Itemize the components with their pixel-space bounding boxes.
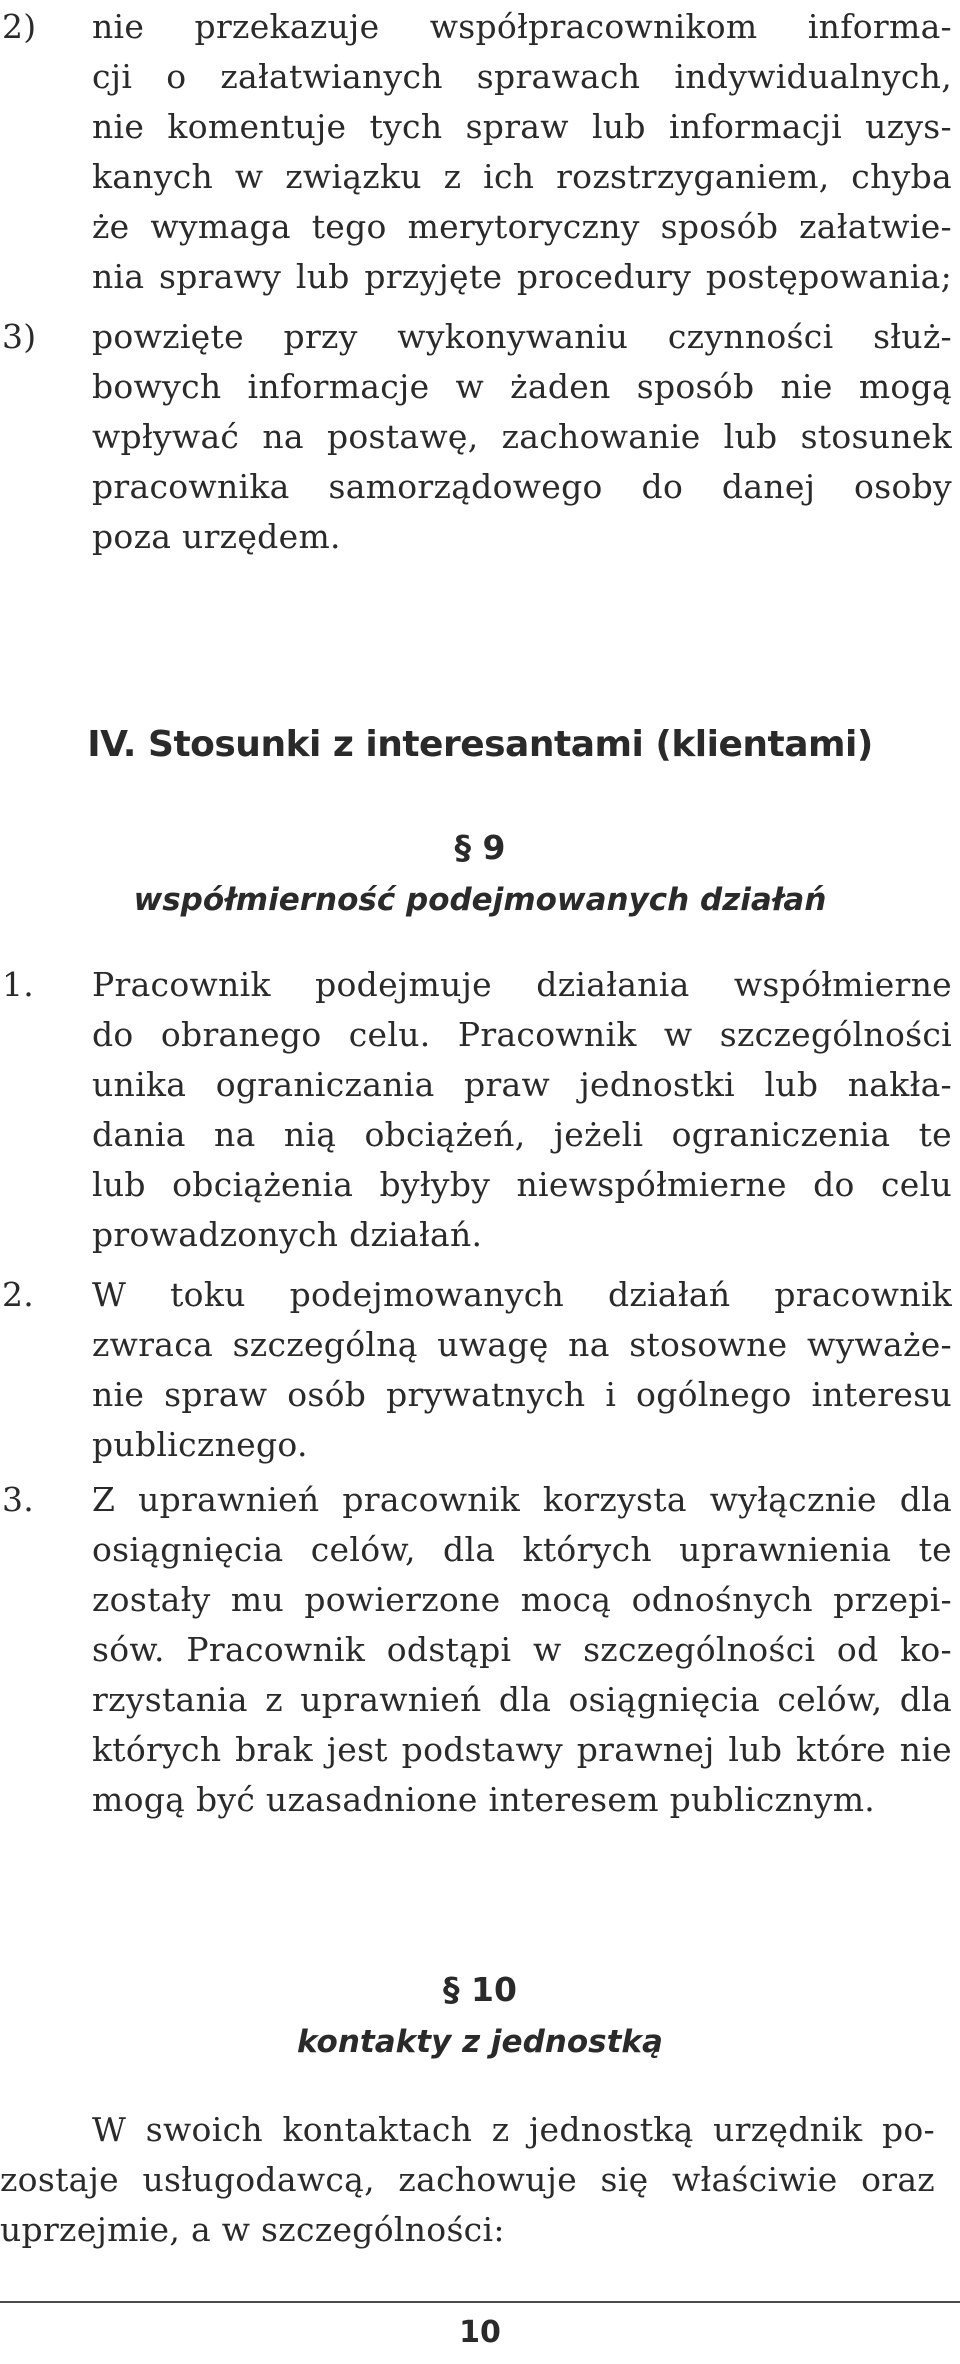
text-line: pracownika samorządowego do danej osoby xyxy=(92,467,952,506)
section-number: § 9 xyxy=(454,828,506,867)
text-line: Z uprawnień pracownik korzysta wyłącznie dla xyxy=(92,1480,952,1519)
text-line: wpływać na postawę, zachowanie lub stosunek xyxy=(92,417,952,456)
text-line: nie komentuje tych spraw lub informacji uzys- xyxy=(92,107,952,146)
section-title: kontakty z jednostką xyxy=(297,2024,663,2060)
list-item-text xyxy=(92,1475,952,1825)
text-line: Pracownik podejmuje działania współmierne xyxy=(92,965,952,1004)
list-item xyxy=(0,960,960,1260)
text-line: lub obciążenia byłyby niewspółmierne do celu xyxy=(92,1165,952,1204)
text-line: prowadzonych działań. xyxy=(92,1215,483,1254)
list-item-text xyxy=(92,2,952,302)
list-item xyxy=(0,2,960,302)
text-line: bowych informacje w żaden sposób nie mogą xyxy=(92,367,952,406)
text-line: że wymaga tego merytoryczny sposób załatwie- xyxy=(92,207,952,246)
text-line: cji o załatwianych sprawach indywidualnych, xyxy=(92,57,952,96)
text-line: sów. Pracownik odstąpi w szczególności od ko- xyxy=(92,1630,952,1669)
text-line: zwraca szczególną uwagę na stosowne wyważe- xyxy=(92,1325,952,1364)
text-line: których brak jest podstawy prawnej lub które nie xyxy=(92,1730,952,1769)
text-line: zostaje usługodawcą, zachowuje się właściwie oraz xyxy=(0,2160,935,2199)
list-item-text xyxy=(92,1270,952,1470)
section-paragraph xyxy=(0,2105,935,2255)
text-line: poza urzędem. xyxy=(92,517,341,556)
text-line: nie przekazuje współpracownikom informa- xyxy=(92,7,952,46)
text-line: powzięte przy wykonywaniu czynności służ- xyxy=(92,317,952,356)
text-line: kanych w związku z ich rozstrzyganiem, chyba xyxy=(92,157,952,196)
footer-divider xyxy=(0,2301,960,2303)
section-title: współmierność podejmowanych działań xyxy=(133,882,827,918)
text-line: W swoich kontaktach z jednostką urzędnik po- xyxy=(92,2110,935,2149)
text-line: unika ograniczania praw jednostki lub nakła- xyxy=(92,1065,952,1104)
section-number: § 10 xyxy=(443,1970,517,2009)
text-line: W toku podejmowanych działań pracownik xyxy=(92,1275,952,1314)
text-line: uprzejmie, a w szczególności: xyxy=(0,2210,505,2249)
list-item-number: 2) xyxy=(2,7,37,46)
text-line: do obranego celu. Pracownik w szczególności xyxy=(92,1015,952,1054)
page-number: 10 xyxy=(459,2315,501,2350)
text-line: osiągnięcia celów, dla których uprawnienia te xyxy=(92,1530,952,1569)
list-item-number: 3. xyxy=(2,1480,35,1519)
list-item xyxy=(0,1475,960,1825)
list-item-number: 2. xyxy=(2,1275,35,1314)
list-item-text xyxy=(92,960,952,1260)
text-line: rzystania z uprawnień dla osiągnięcia celów, dla xyxy=(92,1680,952,1719)
text-line: nia sprawy lub przyjęte procedury postępowania; xyxy=(92,257,952,296)
list-item-text xyxy=(92,312,952,562)
text-line: zostały mu powierzone mocą odnośnych przepi- xyxy=(92,1580,952,1619)
chapter-title: IV. Stosunki z interesantami (klientami) xyxy=(87,724,873,765)
list-item-number: 1. xyxy=(2,965,35,1004)
list-item-number: 3) xyxy=(2,317,37,356)
text-line: mogą być uzasadnione interesem publicznym. xyxy=(92,1780,876,1819)
text-line: dania na nią obciążeń, jeżeli ograniczenia te xyxy=(92,1115,952,1154)
text-line: publicznego. xyxy=(92,1425,308,1464)
text-line: nie spraw osób prywatnych i ogólnego interesu xyxy=(92,1375,952,1414)
list-item xyxy=(0,312,960,562)
list-item xyxy=(0,1270,960,1470)
